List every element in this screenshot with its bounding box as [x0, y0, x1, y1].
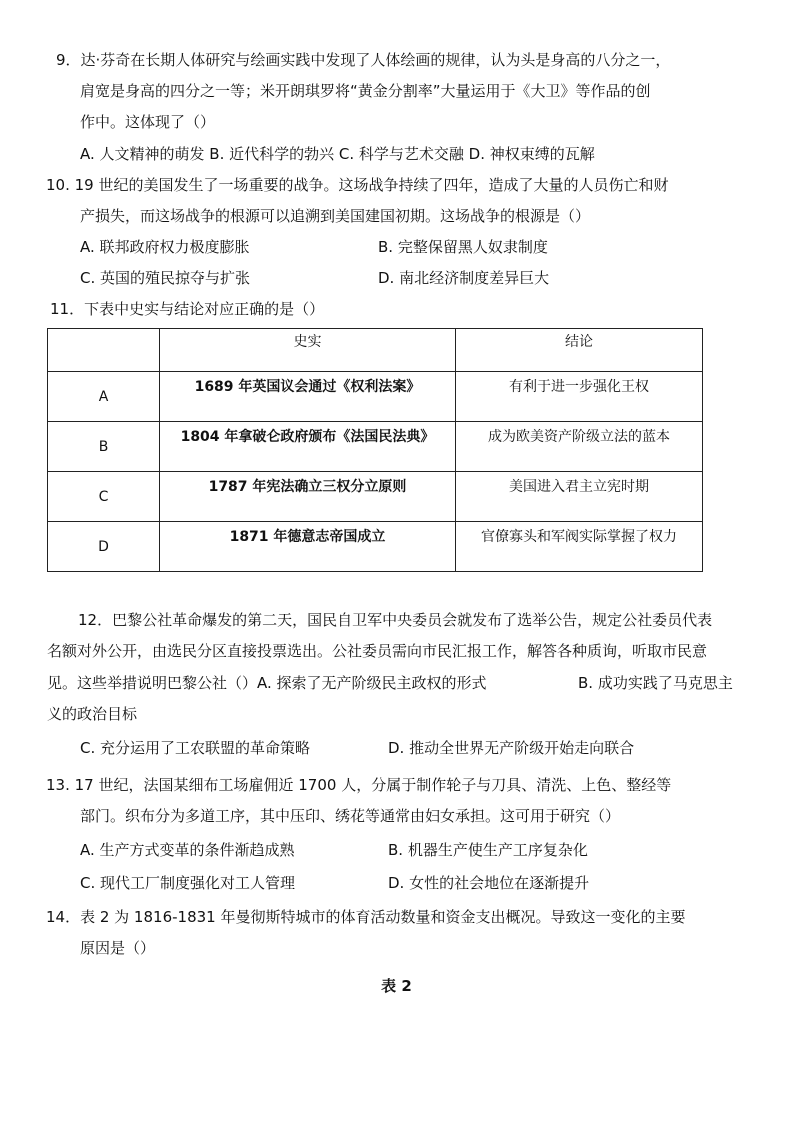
row-conclusion: 美国进入君主立宪时期: [456, 472, 703, 522]
question-13-line-2: 部门。织布分为多道工序，其中压印、绣花等通常由妇女承担。这可用于研究（）: [80, 807, 621, 825]
question-9-options: A. 人文精神的萌发 B. 近代科学的勃兴 C. 科学与艺术交融 D. 神权束缚的瓦解: [80, 145, 595, 163]
question-13-option-c: C. 现代工厂制度强化对工人管理: [80, 874, 296, 892]
question-12-line-4: 义的政治目标: [47, 705, 138, 723]
row-conclusion: 官僚寡头和军阀实际掌握了权力: [456, 522, 703, 572]
question-12-line-3a: 见。这些举措说明巴黎公社（）A. 探索了无产阶级民主政权的形式: [47, 674, 487, 692]
question-13-option-b: B. 机器生产使生产工序复杂化: [388, 841, 588, 859]
question-12-option-b: B. 成功实践了马克思主: [578, 674, 733, 692]
table-row: [48, 422, 703, 472]
question-10-line-2: 产损失，而这场战争的根源可以追溯到美国建国初期。这场战争的根源是（）: [80, 207, 591, 225]
row-conclusion: 成为欧美资产阶级立法的蓝本: [456, 422, 703, 472]
row-fact: 1871 年德意志帝国成立: [160, 522, 456, 572]
table-row: [48, 522, 703, 572]
table-row: [48, 472, 703, 522]
row-fact: 1689 年英国议会通过《权利法案》: [160, 372, 456, 422]
question-13-line-1: 13. 17 世纪，法国某细布工场雇佣近 1700 人，分属于制作轮子与刀具、清洗、上色、整经等: [46, 776, 672, 794]
question-10-line-1: 10. 19 世纪的美国发生了一场重要的战争。这场战争持续了四年，造成了大量的人员伤亡和财: [46, 176, 669, 194]
question-10-option-c: C. 英国的殖民掠夺与扩张: [80, 269, 251, 287]
row-fact: 1787 年宪法确立三权分立原则: [160, 472, 456, 522]
row-label: A: [48, 372, 160, 422]
table-header-empty: [48, 329, 160, 372]
question-10-option-a: A. 联邦政府权力极度膨胀: [80, 238, 250, 256]
table-header-row: [48, 329, 703, 372]
row-fact: 1804 年拿破仑政府颁布《法国民法典》: [160, 422, 456, 472]
question-14-line-2: 原因是（）: [80, 939, 156, 957]
row-label: C: [48, 472, 160, 522]
question-10-option-d: D. 南北经济制度差异巨大: [378, 269, 550, 287]
facts-table: [47, 328, 703, 572]
row-conclusion: 有利于进一步强化王权: [456, 372, 703, 422]
question-13-option-d: D. 女性的社会地位在逐渐提升: [388, 874, 590, 892]
question-12-option-d: D. 推动全世界无产阶级开始走向联合: [388, 739, 635, 757]
question-12-line-2: 名额对外公开，由选民分区直接投票选出。公社委员需向市民汇报工作，解答各种质询，听取市民意: [47, 642, 708, 660]
question-9-line-2: 肩宽是身高的四分之一等；米开朗琪罗将“黄金分割率”大量运用于《大卫》等作品的创: [80, 82, 651, 100]
question-12-option-c: C. 充分运用了工农联盟的革命策略: [80, 739, 311, 757]
row-label: D: [48, 522, 160, 572]
row-label: B: [48, 422, 160, 472]
question-9-line-3: 作中。这体现了（）: [80, 113, 216, 131]
question-13-option-a: A. 生产方式变革的条件渐趋成熟: [80, 841, 295, 859]
question-11-stem: 11．下表中史实与结论对应正确的是（）: [50, 300, 325, 318]
question-12-line-1: 12．巴黎公社革命爆发的第二天，国民自卫军中央委员会就发布了选举公告，规定公社委员代表: [78, 611, 713, 629]
table-header-fact: 史实: [160, 329, 456, 372]
table-2-caption: 表 2: [381, 977, 412, 995]
table-row: [48, 372, 703, 422]
question-14-line-1: 14．表 2 为 1816-1831 年曼彻斯特城市的体育活动数量和资金支出概况。导致这一变化的主要: [46, 908, 686, 926]
table-header-conclusion: 结论: [456, 329, 703, 372]
question-10-option-b: B. 完整保留黑人奴隶制度: [378, 238, 548, 256]
question-9-line-1: 9．达·芬奇在长期人体研究与绘画实践中发现了人体绘画的规律，认为头是身高的八分之一，: [56, 51, 671, 69]
